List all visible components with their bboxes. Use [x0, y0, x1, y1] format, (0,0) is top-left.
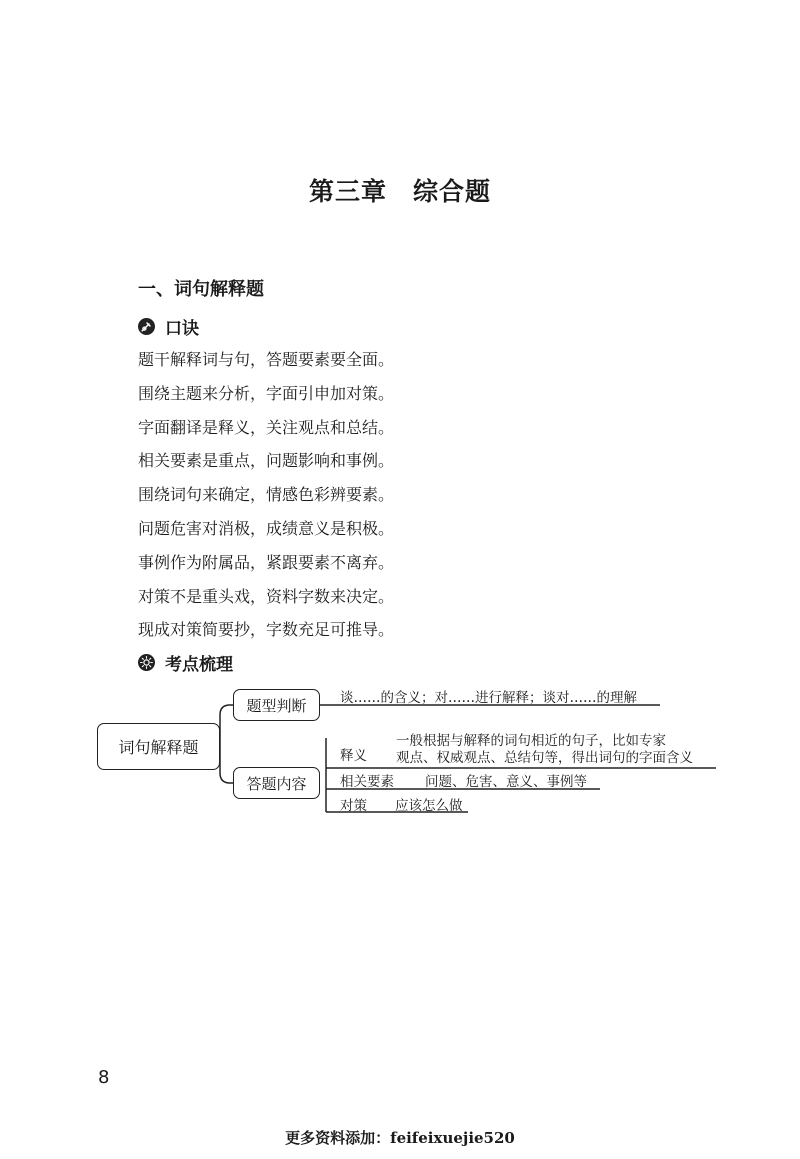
page-number: 8	[98, 1067, 110, 1088]
connector-root-answer	[220, 745, 233, 783]
mnemonic-title: 口诀	[165, 319, 199, 339]
connector-root-judge	[220, 705, 233, 745]
pen-nib-icon	[138, 318, 155, 335]
verse-line: 相关要素是重点，问题影响和事例。	[138, 451, 395, 471]
sun-icon	[138, 654, 155, 671]
verse-line: 字面翻译是释义，关注观点和总结。	[138, 417, 395, 437]
key-points-heading	[138, 650, 233, 675]
verse-line: 事例作为附属品，紧跟要素不离弃。	[138, 552, 395, 572]
footer-note: 更多资料添加：feifeixuejie520	[285, 1129, 515, 1147]
measure-text: 应该怎么做	[395, 798, 463, 814]
verse-line: 围绕主题来分析，字面引申加对策。	[138, 383, 395, 403]
mindmap-root: 词句解释题	[97, 723, 220, 770]
verse-line: 现成对策简要抄，字数充足可推导。	[138, 620, 395, 640]
key-points-title: 考点梳理	[165, 655, 233, 675]
related-text: 问题、危害、意义、事例等	[425, 774, 587, 790]
mindmap-branch-answer: 答题内容	[233, 767, 320, 799]
related-label: 相关要素	[340, 774, 394, 790]
verse-line: 围绕词句来确定，情感色彩辨要素。	[138, 485, 395, 505]
mnemonic-heading	[138, 314, 199, 339]
mnemonic-verse	[138, 343, 394, 647]
section-heading: 一、词句解释题	[138, 279, 264, 300]
chapter-title: 第三章 综合题	[308, 177, 491, 206]
shiyi-text-line2: 观点、权威观点、总结句等，得出词句的字面含义	[396, 750, 693, 766]
mindmap-branch-judge: 题型判断	[233, 689, 320, 721]
measure-label: 对策	[340, 798, 367, 814]
shiyi-text-line1: 一般根据与解释的词句相近的句子，比如专家	[396, 733, 666, 749]
shiyi-label: 释义	[340, 748, 367, 764]
verse-line: 对策不是重头戏，资料字数来决定。	[138, 586, 395, 606]
judge-text: 谈……的含义；对……进行解释；谈对……的理解	[340, 690, 637, 706]
verse-line: 问题危害对消极，成绩意义是积极。	[138, 518, 395, 538]
verse-line: 题干解释词与句，答题要素要全面。	[138, 350, 395, 369]
